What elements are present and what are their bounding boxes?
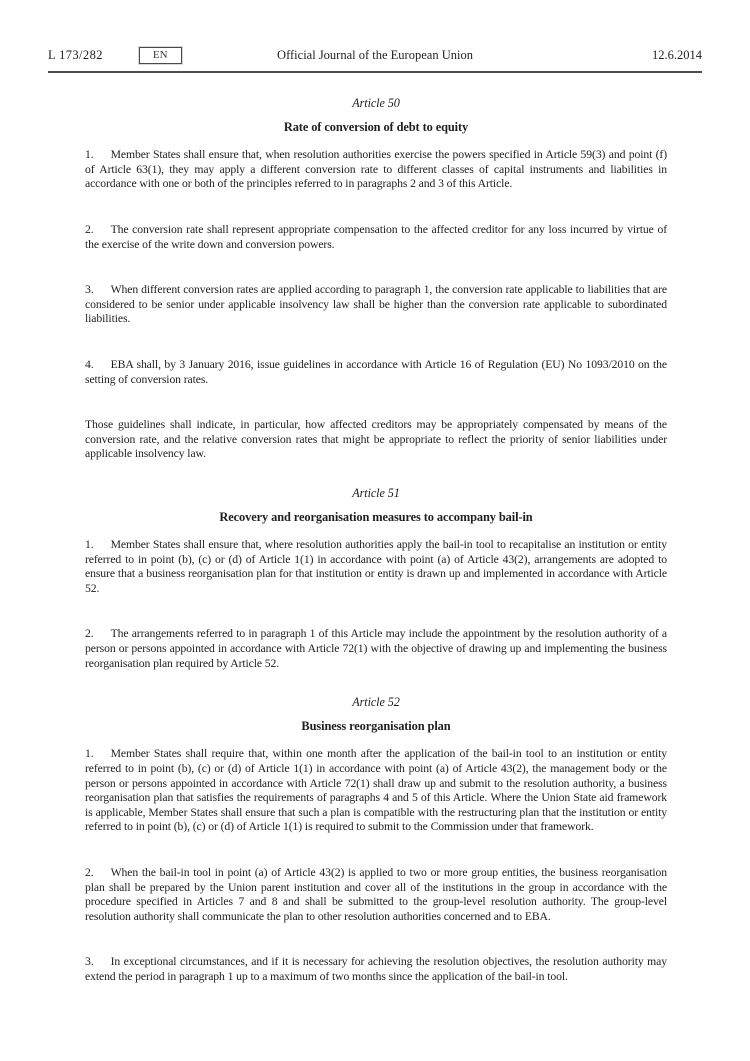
paragraph bbox=[85, 418, 667, 462]
paragraph-text: Those guidelines shall indicate, in particular, how affected creditors may be appropriately compensated by means of the conversion rate, and the relative conversion rates that might be appropriate to reflect the priority of senior liabilities under applicable insolvency law. bbox=[85, 418, 667, 461]
article-label: Article 51 bbox=[352, 485, 400, 500]
paragraph bbox=[85, 866, 667, 924]
paragraph-number: 3. bbox=[85, 955, 94, 969]
paragraph bbox=[85, 223, 667, 252]
paragraph-text: The arrangements referred to in paragraph 1 of this Article may include the appointment by the resolution authority of a person or persons appointed in accordance with Article 72(1) with the objective of drawing up and implementing the business reorganisation plan required by Article 52. bbox=[85, 627, 667, 670]
paragraph-text: Member States shall ensure that, when resolution authorities exercise the powers specified in Article 59(3) and point (f) of Article 63(1), they may apply a different conversion rate to different classes of capital instruments and liabilities in accordance with one or both of the principles referred to in paragraphs 2 and 3 of this Article. bbox=[85, 148, 667, 191]
language-badge: EN bbox=[139, 47, 182, 64]
paragraph-number: 1. bbox=[85, 747, 94, 761]
article-title: Business reorganisation plan bbox=[301, 718, 451, 733]
header-rule bbox=[48, 71, 702, 73]
document-body bbox=[85, 96, 667, 985]
journal-reference: L 173/282 bbox=[48, 48, 103, 62]
journal-title: Official Journal of the European Union bbox=[277, 48, 473, 62]
article-51-section bbox=[85, 486, 667, 671]
paragraph-number: 2. bbox=[85, 627, 94, 641]
paragraph-number: 4. bbox=[85, 357, 94, 371]
paragraph-text: Member States shall ensure that, where resolution authorities apply the bail-in tool to recapitalise an institution or entity referred to in point (b), (c) or (d) of Article 1(1) in accordance with point (a) of Article 43(2), arrangements are adopted to ensure that a business reorganisation plan for that institution or entity is drawn up and implemented in accordance with Article 52. bbox=[85, 538, 667, 595]
paragraph-number: 3. bbox=[85, 283, 94, 297]
paragraph bbox=[85, 148, 667, 192]
article-50-section bbox=[85, 96, 667, 462]
paragraph-text: When the bail-in tool in point (a) of Article 43(2) is applied to two or more group entities, the business reorganisation plan shall be prepared by the Union parent institution and cover all of the institutions in the group in accordance with the procedure specified in Articles 7 and 8 and shall be submitted to the group-level resolution authority. The group-level resolution authority shall communicate the plan to other resolution authorities concerned and to EBA. bbox=[85, 866, 667, 923]
paragraph-text: EBA shall, by 3 January 2016, issue guidelines in accordance with Article 16 of Regulation (EU) No 1093/2010 on the setting of conversion rates. bbox=[85, 357, 667, 386]
paragraph-text: The conversion rate shall represent appropriate compensation to the affected creditor for any loss incurred by virtue of the exercise of the write down and conversion powers. bbox=[85, 222, 667, 251]
article-title: Rate of conversion of debt to equity bbox=[283, 119, 469, 134]
article-label: Article 50 bbox=[352, 96, 400, 110]
paragraph-number: 2. bbox=[85, 866, 94, 879]
paragraph bbox=[85, 747, 667, 835]
article-52-section bbox=[85, 695, 667, 984]
paragraph bbox=[85, 627, 667, 671]
paragraph-number: 1. bbox=[85, 148, 94, 162]
paragraph-number: 2. bbox=[85, 222, 94, 236]
paragraph-text: Member States shall require that, within one month after the application of the bail-in tool to an institution or entity referred to in point (b), (c) or (d) of Article 1(1) in accordance with point (a) of Article 43(2), the management body or the person or persons appointed in accordance with Article 72(1) shall draw up and submit to the resolution authority, a business reorganisation plan that satisfies the requirements of paragraphs 4 and 5 of this Article. Where the Union State aid framework is applicable, Member States shall ensure that such a plan is compatible with the restructuring plan that the institution or entity referred to in point (b), (c) or (d) of Article 1(1) is required to submit to the Commission under that framework. bbox=[85, 747, 667, 834]
article-title: Recovery and reorganisation measures to accompany bail-in bbox=[219, 509, 533, 524]
paragraph-text: When different conversion rates are applied according to paragraph 1, the conversion rate applicable to liabilities that are considered to be senior under applicable insolvency law shall be higher than the conversion rate applicable to subordinated liabilities. bbox=[85, 283, 667, 326]
paragraph bbox=[85, 955, 667, 984]
paragraph bbox=[85, 283, 667, 327]
article-label: Article 52 bbox=[352, 695, 400, 710]
paragraph-text: In exceptional circumstances, and if it is necessary for achieving the resolution objectives, the resolution authority may extend the period in paragraph 1 up to a maximum of two months since the application of the bail-in tool. bbox=[85, 955, 667, 983]
journal-date: 12.6.2014 bbox=[652, 48, 702, 62]
paragraph bbox=[85, 358, 667, 387]
page-header bbox=[48, 47, 702, 67]
paragraph-number: 1. bbox=[85, 538, 94, 552]
paragraph bbox=[85, 538, 667, 596]
